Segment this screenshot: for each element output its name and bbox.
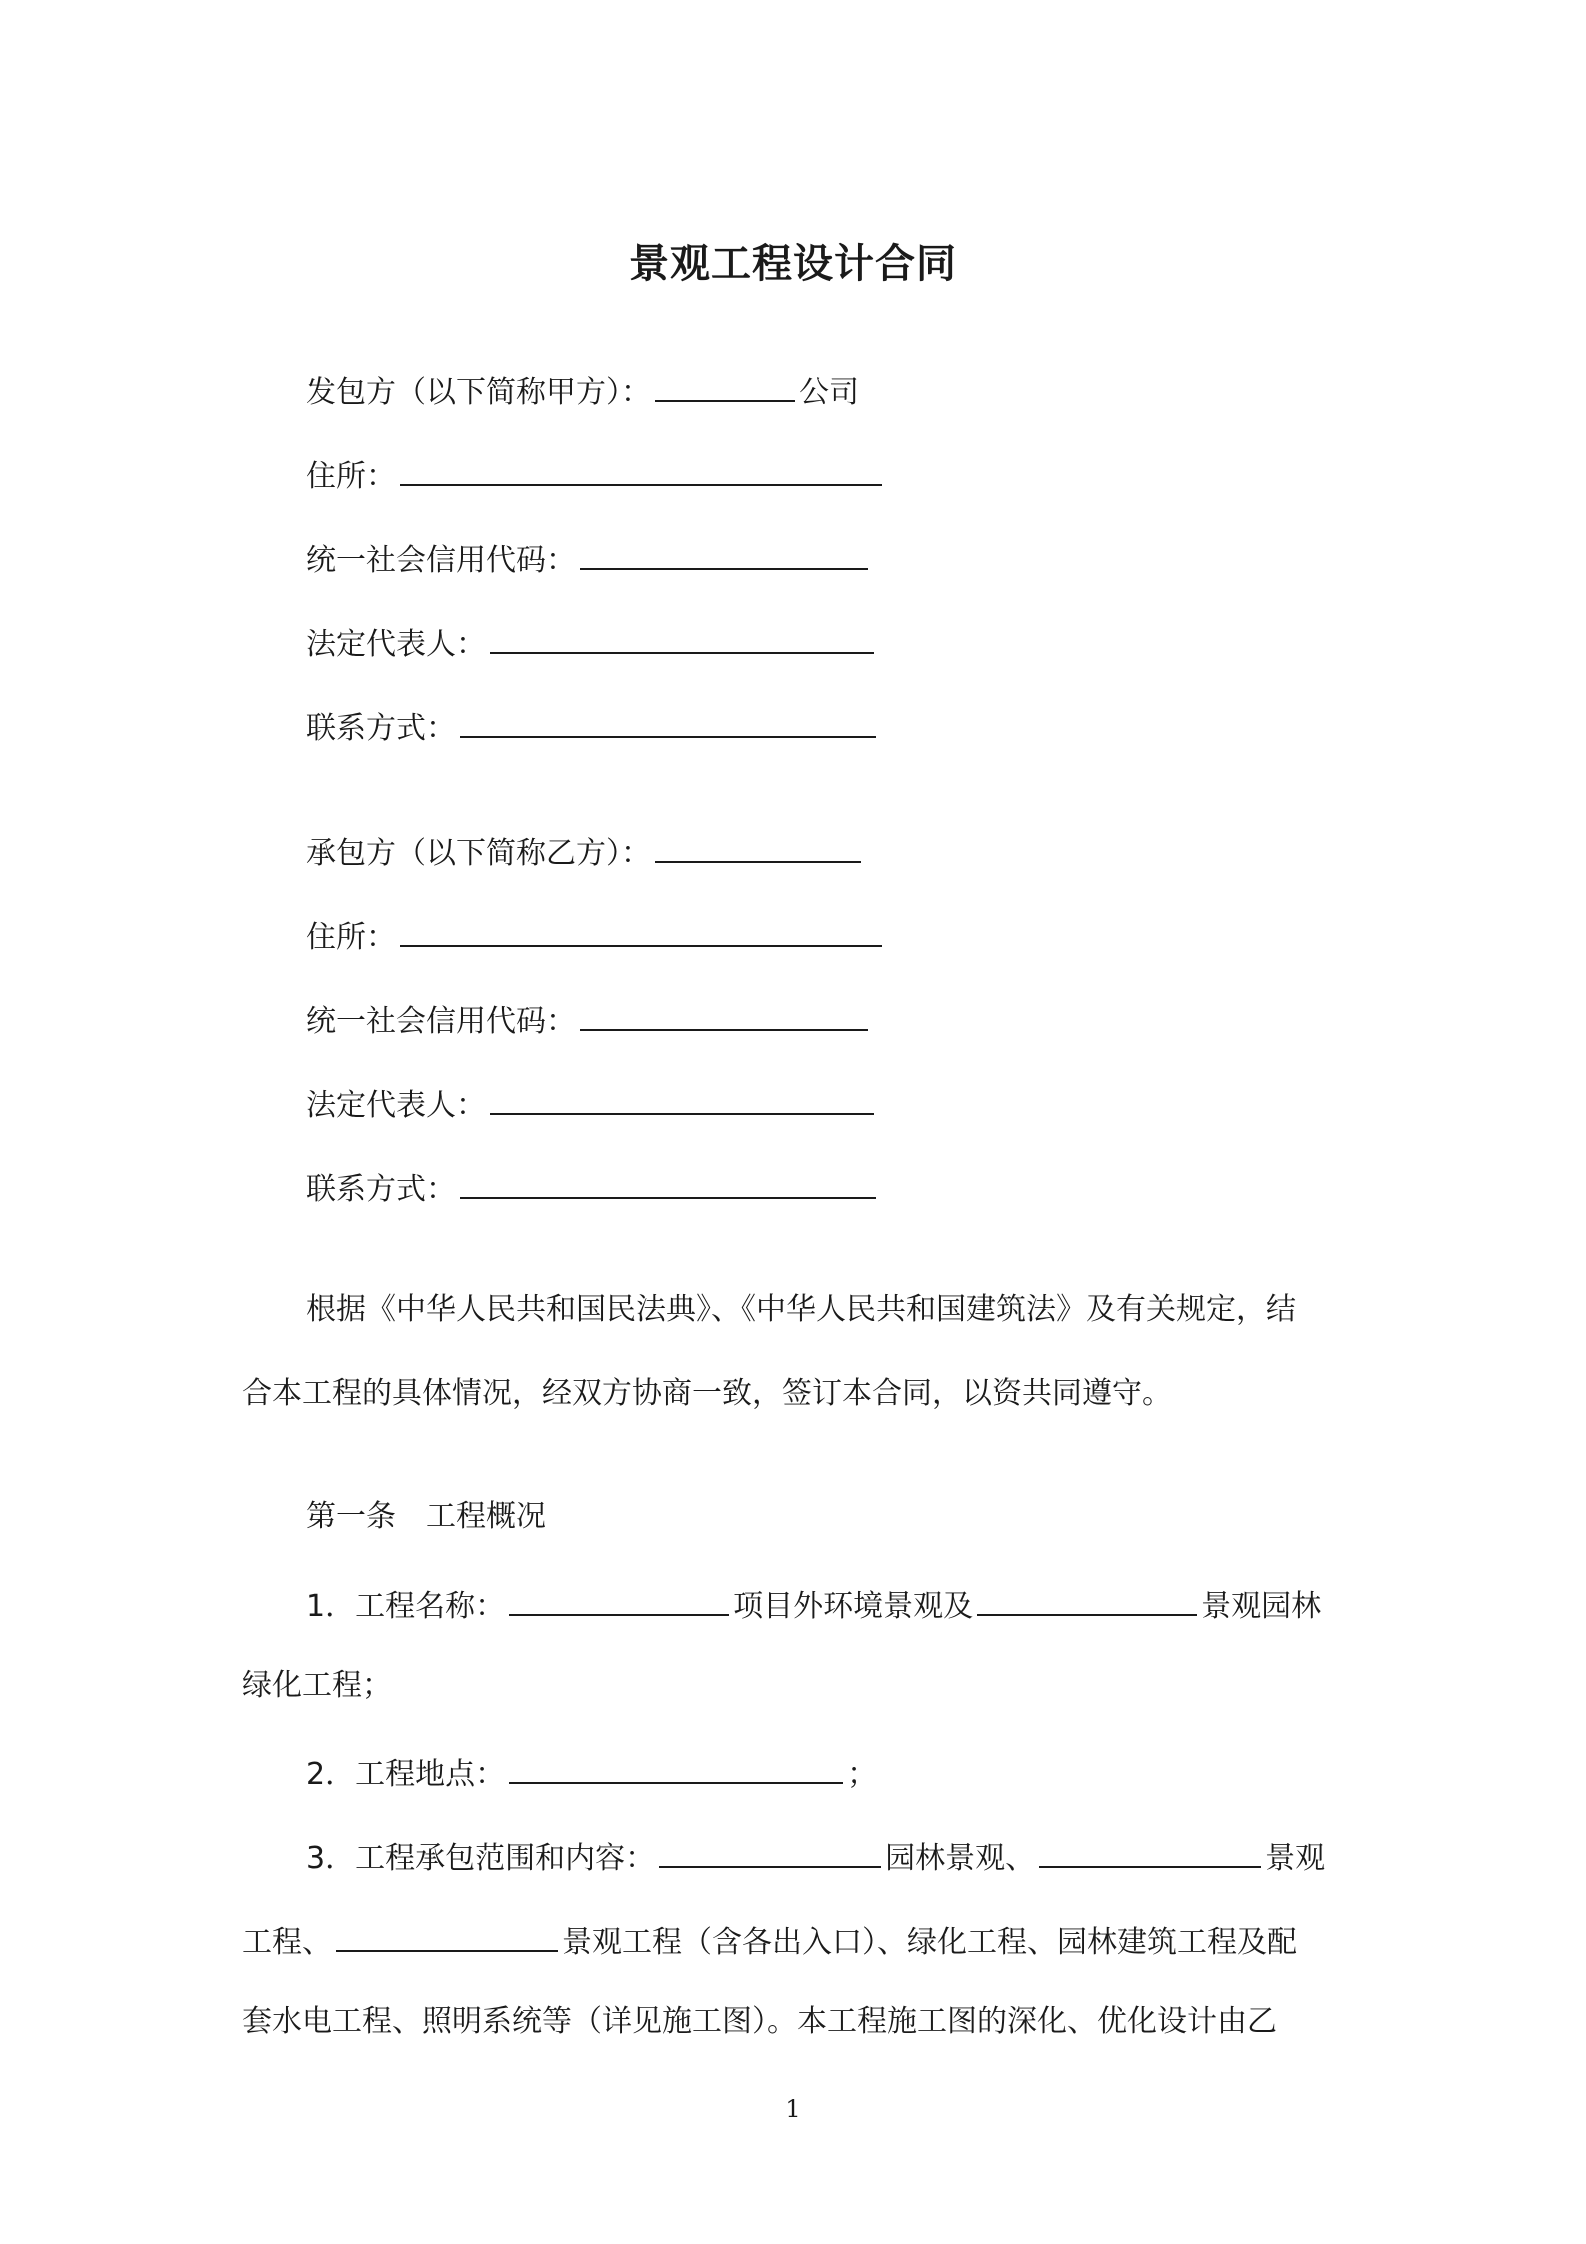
party-a-address-label: 住所： (306, 459, 396, 494)
item-3-mid: 园林景观、 (885, 1841, 1036, 1876)
party-b-address-label: 住所： (306, 920, 396, 955)
party-a-contact-line (306, 704, 880, 749)
party-a-legal-rep-line (306, 620, 878, 665)
item-2-prefix: 2．工程地点： (306, 1757, 506, 1792)
article-1-item-1 (306, 1582, 1321, 1627)
item-1-mid: 项目外环境景观及 (733, 1589, 974, 1624)
party-b-credit-code-line (306, 997, 872, 1042)
party-a-address-line (306, 452, 886, 497)
item-3-line-3: 套水电工程、照明系统等（详见施工图）。本工程施工图的深化、优化设计由乙 (242, 2004, 1277, 2039)
article-1-item-2 (306, 1750, 877, 1795)
item-3-line-2 (242, 1918, 1297, 1963)
party-a-legal-rep-blank[interactable] (490, 620, 874, 654)
scope-blank-3[interactable] (336, 1918, 558, 1952)
party-a-label: 发包方（以下简称甲方）： (306, 375, 651, 410)
party-a-name-blank[interactable] (655, 368, 795, 402)
party-b-legal-rep-label: 法定代表人： (306, 1088, 486, 1123)
project-location-blank[interactable] (509, 1750, 843, 1784)
party-a-suffix: 公司 (799, 375, 859, 410)
preamble-line-2: 合本工程的具体情况，经双方协商一致，签订本合同，以资共同遵守。 (242, 1376, 1172, 1411)
party-a-address-blank[interactable] (400, 452, 882, 486)
party-b-line (306, 829, 865, 874)
party-a-contact-label: 联系方式： (306, 711, 456, 746)
party-a-contact-blank[interactable] (460, 704, 876, 738)
party-b-contact-label: 联系方式： (306, 1172, 456, 1207)
party-a-legal-rep-label: 法定代表人： (306, 627, 486, 662)
party-b-contact-line (306, 1165, 880, 1210)
article-1-item-3 (306, 1834, 1325, 1879)
party-b-address-line (306, 913, 886, 958)
party-b-contact-blank[interactable] (460, 1165, 876, 1199)
party-a-line (306, 368, 859, 413)
item-1-end: 景观园林 (1201, 1589, 1322, 1624)
party-a-credit-code-label: 统一社会信用代码： (306, 543, 576, 578)
party-b-address-blank[interactable] (400, 913, 882, 947)
item-2-end: ； (847, 1757, 878, 1792)
page-number: 1 (785, 2095, 801, 2123)
party-b-credit-code-label: 统一社会信用代码： (306, 1004, 576, 1039)
party-b-legal-rep-line (306, 1081, 878, 1126)
item-3-end: 景观 (1265, 1841, 1326, 1876)
party-b-credit-code-blank[interactable] (580, 997, 868, 1031)
party-a-credit-code-blank[interactable] (580, 536, 868, 570)
party-b-legal-rep-blank[interactable] (490, 1081, 874, 1115)
party-a-credit-code-line (306, 536, 872, 581)
project-name-blank-2[interactable] (977, 1582, 1197, 1616)
item-3-line-2-end: 景观工程（含各出入口）、绿化工程、园林建筑工程及配 (562, 1925, 1297, 1960)
document-title: 景观工程设计合同 (629, 241, 957, 287)
party-b-label: 承包方（以下简称乙方）： (306, 836, 651, 871)
preamble-line-1: 根据《中华人民共和国民法典》、《中华人民共和国建筑法》及有关规定，结 (306, 1292, 1296, 1327)
party-b-name-blank[interactable] (655, 829, 861, 863)
scope-blank-2[interactable] (1039, 1834, 1261, 1868)
article-1-heading: 第一条 工程概况 (306, 1499, 546, 1534)
item-1-line-2: 绿化工程； (242, 1668, 392, 1703)
item-3-prefix: 3．工程承包范围和内容： (306, 1841, 656, 1876)
project-name-blank[interactable] (509, 1582, 729, 1616)
item-3-line-2-start: 工程、 (242, 1925, 332, 1960)
item-1-prefix: 1．工程名称： (306, 1589, 506, 1624)
scope-blank-1[interactable] (659, 1834, 881, 1868)
